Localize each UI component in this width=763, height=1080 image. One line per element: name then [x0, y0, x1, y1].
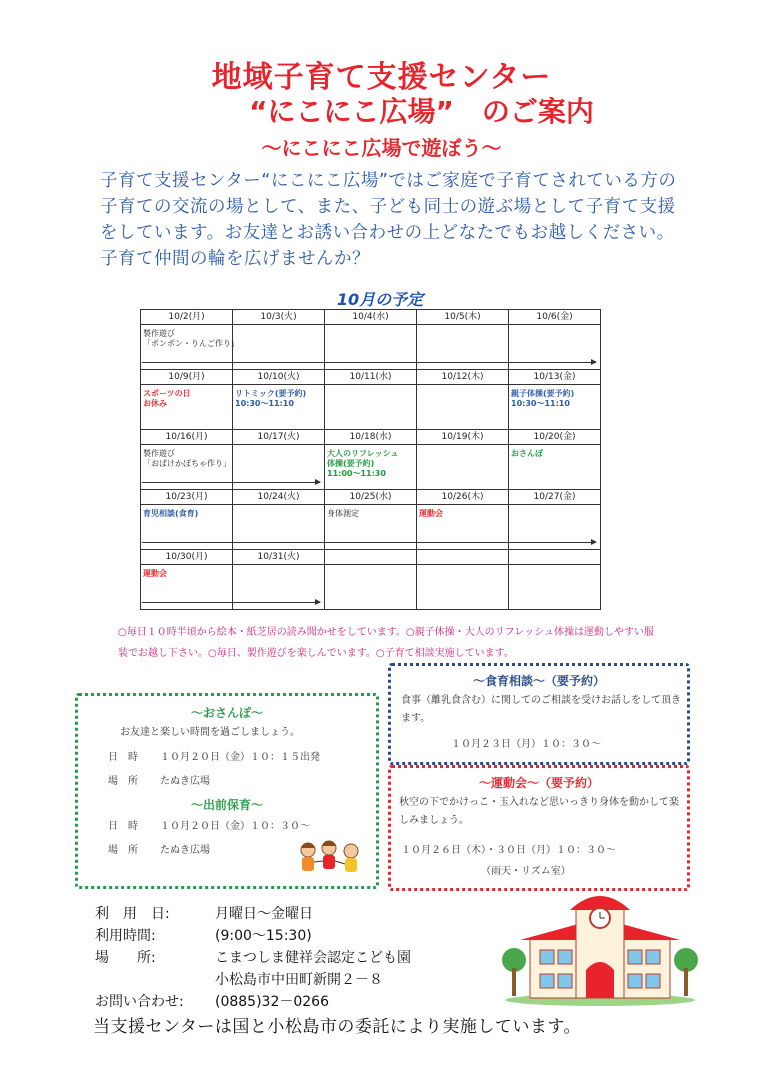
calendar-event-line: 「ポンポン・りんご作り」: [143, 339, 239, 348]
calendar-event-line: 「おばけかぼちゃ作り」: [143, 459, 231, 468]
calendar-date-cell: 10/30(月): [141, 550, 233, 565]
place-value-1: こまつしま健祥会認定こども園: [215, 950, 411, 966]
calendar-day-cell: [325, 445, 417, 490]
calendar-event-line: 10:30～11:10: [511, 399, 570, 408]
calendar-date-cell: 10/5(木): [417, 310, 509, 325]
calendar-arrow: [142, 362, 596, 363]
place-value-2: 小松島市中田町新開２－８: [215, 972, 383, 988]
calendar-event-line: 身体測定: [327, 509, 359, 518]
calendar-event: [235, 389, 306, 409]
calendar-date-cell: 10/3(火): [233, 310, 325, 325]
demae-place-label: 場 所: [108, 845, 138, 856]
calendar-event-line: リトミック(要予約): [235, 389, 307, 398]
footer-note: 当支援センターは国と小松島市の委託により実施しています。: [93, 1017, 581, 1037]
calendar-event-line: おさんぽ: [511, 449, 543, 458]
calendar-event: [143, 449, 231, 469]
calendar-date-cell: 10/17(火): [233, 430, 325, 445]
calendar-event-line: お休み: [143, 399, 167, 408]
demae-heading: ～出前保育～: [190, 798, 263, 812]
calendar-event-line: 10:30～11:10: [235, 399, 294, 408]
days-label: 利 用 日:: [95, 906, 170, 922]
calendar-event: [143, 329, 239, 349]
sports-day-heading: ～運動会～（要予約）: [478, 776, 599, 790]
calendar-event: [511, 449, 543, 459]
osanpo-date-label: 日 時: [108, 752, 138, 763]
usage-info: [95, 903, 411, 1013]
calendar-day-cell: [141, 445, 233, 490]
calendar-day-cell: [417, 385, 509, 430]
sports-day-text: 秋空の下でかけっこ・玉入れなど思いっきり身体を動かして楽しみましょう。: [399, 797, 679, 826]
food-date: １０月２３日（月）１０：３０～: [451, 739, 601, 750]
kindergarten-building-illustration: [500, 888, 700, 1006]
calendar-day-cell: [417, 565, 509, 610]
calendar-date-cell: 10/12(木): [417, 370, 509, 385]
osanpo-heading: ～おさんぽ～: [190, 706, 263, 720]
calendar-date-cell: 10/4(水): [325, 310, 417, 325]
calendar-date-cell: 10/26(木): [417, 490, 509, 505]
calendar-event: [511, 389, 574, 409]
osanpo-place: たぬき広場: [160, 776, 210, 787]
osanpo-text: お友達と楽しい時間を過ごしましょう。: [120, 727, 300, 738]
calendar-event: [327, 449, 398, 479]
calendar-day-cell: [509, 445, 601, 490]
sports-day-box: [388, 765, 690, 891]
calendar-day-cell: [417, 445, 509, 490]
calendar-event: [143, 509, 198, 519]
calendar-date-cell: [417, 550, 509, 565]
calendar-event: [419, 509, 443, 519]
calendar-event-line: 体操(要予約): [327, 459, 375, 468]
days-value: 月曜日～金曜日: [215, 906, 313, 922]
calendar-event: [143, 389, 191, 409]
calendar-day-cell: [509, 385, 601, 430]
calendar-day-cell: [233, 385, 325, 430]
calendar-event-line: 製作遊び: [143, 449, 175, 458]
tel-label: お問い合わせ:: [95, 994, 184, 1010]
osanpo-place-label: 場 所: [108, 776, 138, 787]
calendar-day-cell: [509, 565, 601, 610]
notes-text: ○毎日１０時半頃から絵本・紙芝居の読み聞かせをしています。○親子体操・大人のリフレッシュ体操は運動しやすい服装でお越し下さい。○毎日、製作遊びを楽しんでいます。○子育て相談実施しています。: [118, 627, 654, 659]
demae-date-label: 日 時: [108, 821, 138, 832]
calendar-date-cell: 10/2(月): [141, 310, 233, 325]
time-label: 利用時間:: [95, 928, 156, 944]
calendar-event-line: 親子体操(要予約): [511, 389, 575, 398]
calendar-day-cell: [141, 325, 239, 370]
osanpo-date: １０月２０日（金）１０：１５出発: [160, 752, 320, 763]
demae-place: たぬき広場: [160, 845, 210, 856]
calendar-arrow: [142, 542, 596, 543]
calendar-date-cell: 10/16(月): [141, 430, 233, 445]
calendar-event-line: 製作遊び: [143, 329, 175, 338]
calendar-event-line: 運動会: [419, 509, 443, 518]
calendar-arrow: [142, 602, 320, 603]
sports-day-room: （雨天・リズム室）: [481, 866, 571, 877]
calendar-date-cell: 10/27(金): [509, 490, 601, 505]
children-walking-illustration: [296, 836, 366, 882]
calendar-event: [143, 569, 167, 579]
food-text: 食事（離乳食含む）に関してのご相談を受けお話しをして頂きます。: [401, 695, 681, 724]
time-value: (9:00～15:30): [215, 928, 312, 944]
osanpo-box: [75, 693, 379, 889]
calendar-event-line: 11:00～11:30: [327, 469, 386, 478]
calendar-date-cell: 10/25(水): [325, 490, 417, 505]
calendar-date-cell: 10/24(火): [233, 490, 325, 505]
calendar-date-cell: 10/9(月): [141, 370, 233, 385]
page-subtitle: ～にこにこ広場で遊ぼう～: [261, 136, 502, 160]
calendar-event-line: 育児相談(食育): [143, 509, 199, 518]
calendar-date-cell: 10/19(木): [417, 430, 509, 445]
place-label: 場 所:: [95, 950, 156, 966]
food-consultation-box: [388, 663, 690, 765]
calendar-day-cell: [141, 385, 233, 430]
calendar-date-cell: 10/20(金): [509, 430, 601, 445]
calendar-event-line: 運動会: [143, 569, 167, 578]
calendar-day-cell: [325, 385, 417, 430]
demae-date: １０月２０日（金）１０：３０～: [160, 821, 310, 832]
calendar-date-cell: [509, 550, 601, 565]
intro-text: 子育て支援センター“にこにこ広場”ではご家庭で子育てされている方の子育ての交流の場として、また、子ども同士の遊ぶ場として子育て支援をしています。お友達とお誘い合わせの上どなたでもお越しください。子育て仲間の輪を広げませんか？: [100, 171, 677, 269]
calendar-event-line: 大人のリフレッシュ: [327, 449, 399, 458]
calendar-date-cell: 10/23(月): [141, 490, 233, 505]
food-heading: ～食育相談～（要予約）: [472, 674, 605, 688]
calendar-day-cell: [325, 565, 417, 610]
page-title: 地域子育て支援センター: [211, 60, 552, 95]
calendar-title: 10月の予定: [336, 290, 424, 309]
calendar-table: [140, 309, 601, 610]
sports-day-date: １０月２６日（木）・３０日（月）１０：３０～: [401, 845, 616, 856]
calendar-date-cell: 10/31(火): [233, 550, 325, 565]
calendar-date-cell: 10/13(金): [509, 370, 601, 385]
calendar-arrow: [142, 482, 320, 483]
calendar-date-cell: 10/6(金): [509, 310, 601, 325]
calendar-date-cell: 10/18(水): [325, 430, 417, 445]
calendar-event: [327, 509, 359, 519]
calendar-event-line: スポーツの日: [143, 389, 191, 398]
tel-value: (0885)32－0266: [215, 994, 329, 1010]
calendar-day-cell: [141, 565, 233, 610]
calendar-day-cell: [141, 505, 233, 550]
page-title-line2: “にこにこ広場” のご案内: [249, 95, 594, 128]
calendar-date-cell: 10/10(火): [233, 370, 325, 385]
calendar-date-cell: 10/11(水): [325, 370, 417, 385]
calendar-date-cell: [325, 550, 417, 565]
